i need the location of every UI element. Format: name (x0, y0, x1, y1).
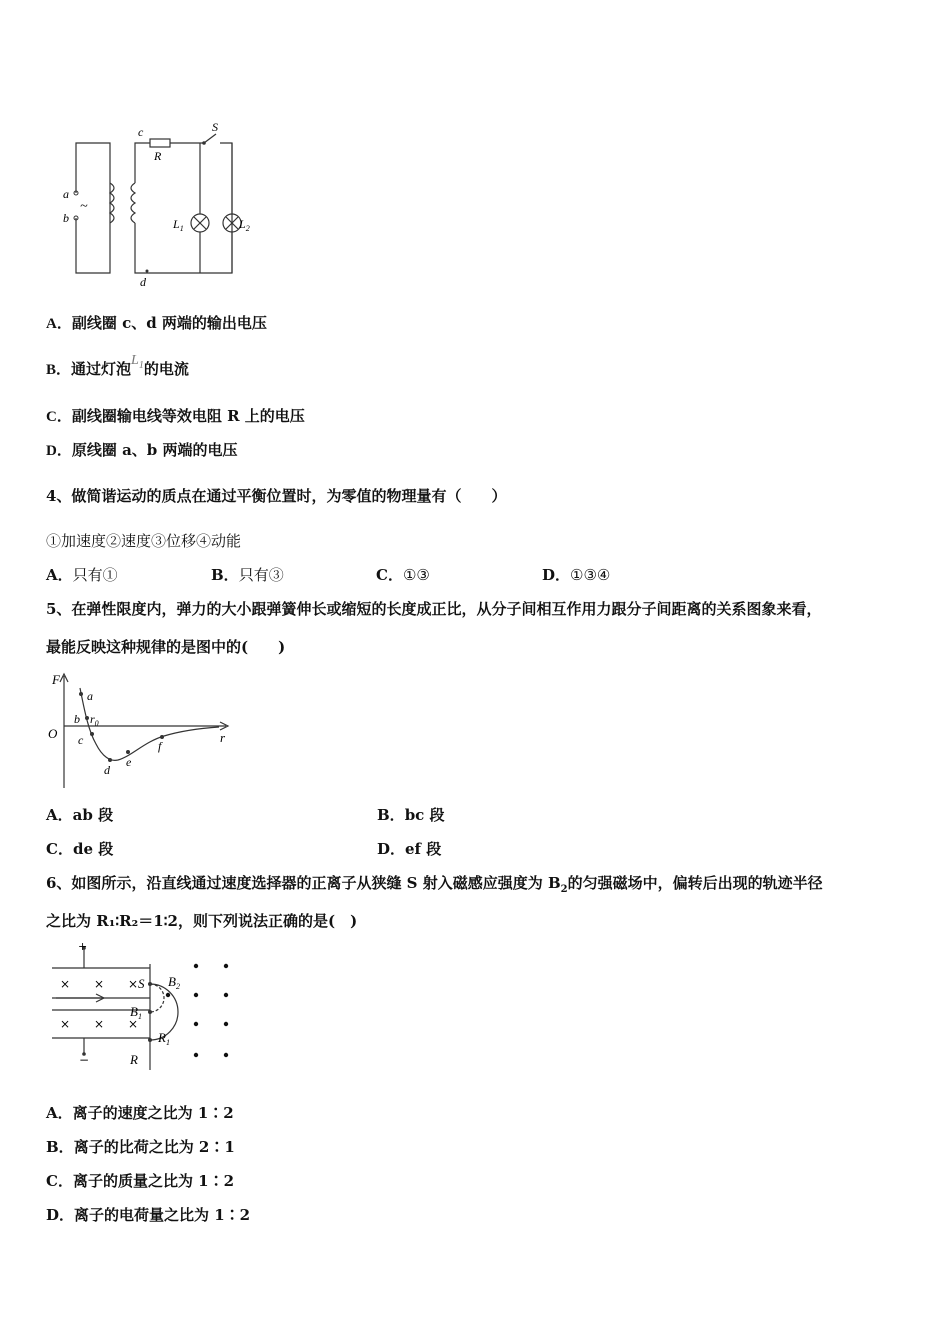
point-a (79, 692, 83, 696)
svg-text:×: × (94, 977, 105, 991)
plate-minus: − (79, 1053, 90, 1067)
transformer-circuit-figure (60, 118, 260, 290)
q5-stem-line1: 5、在弹性限度内，弹力的大小跟弹簧伸长或缩短的长度成正比，从分子间相互作用力跟分子间距离的关系图象来看， (46, 600, 822, 618)
label-R: R (130, 1052, 138, 1067)
point-c (90, 732, 94, 736)
q4-option-d: D．①③④ (542, 566, 611, 584)
origin-label-O: O (48, 726, 58, 741)
velocity-selector-figure (46, 940, 242, 1076)
svg-text:×: × (60, 1017, 71, 1031)
label-R1: $R_1$ (158, 1030, 170, 1047)
q4-items: ①加速度②速度③位移④动能 (46, 532, 242, 550)
q6-stem-line2: 之比为 R₁∶R₂＝1∶2，则下列说法正确的是( ) (46, 912, 358, 930)
molecular-force-svg (44, 668, 240, 790)
q4-stem: 4、做简谐运动的质点在通过平衡位置时，为零值的物理量有（ ） (46, 487, 507, 505)
q5-option-b: B．bc 段 (377, 806, 445, 824)
molecular-force-graph (44, 668, 240, 790)
label-a: a (63, 187, 69, 201)
q6-stem-line1: 6、如图所示，沿直线通过速度选择器的正离子从狭缝 S 射入磁感应强度为 $B_2$的匀强磁场中，偏转后出现的轨迹半径 (46, 874, 823, 895)
label-c: c (138, 125, 144, 139)
svg-text:×: × (60, 977, 71, 991)
label-d: d (140, 275, 146, 289)
label-b: b (63, 211, 69, 225)
q4-option-b: B．只有③ (211, 566, 284, 584)
axis-label-r: r (220, 730, 226, 745)
label-a: a (87, 689, 93, 703)
label-S: S (138, 976, 145, 991)
q5-stem-line2: 最能反映这种规律的是图中的( ) (46, 638, 286, 656)
point-d (108, 758, 112, 762)
svg-text:×: × (94, 1017, 105, 1031)
q5-option-d: D．ef 段 (377, 840, 442, 858)
q5-option-a: A．ab 段 (46, 806, 114, 824)
point-e (126, 750, 130, 754)
label-r0: $r_0$ (90, 712, 99, 728)
plate-plus: + (78, 940, 88, 953)
label-c: c (78, 733, 84, 747)
label-b: b (74, 712, 80, 726)
terminal-d (146, 270, 149, 273)
label-S: S (212, 120, 218, 134)
svg-text:×: × (128, 1017, 139, 1031)
q6-option-b: B．离子的比荷之比为 2∶1 (46, 1138, 235, 1156)
label-B2: $B_2$ (168, 974, 180, 991)
q4-option-c: C．①③ (376, 566, 430, 584)
q6-option-a: A．离子的速度之比为 1∶2 (46, 1104, 234, 1122)
label-L2: $L_2$ (239, 217, 250, 233)
switch-pivot (202, 141, 206, 145)
axis-label-F: F (52, 672, 60, 687)
q3-option-b: B．通过灯泡$L_1$的电流 (46, 353, 189, 378)
label-f: f (158, 739, 162, 753)
lamp-symbol-L1: $L_1$ (131, 353, 144, 371)
velocity-selector-svg (46, 940, 242, 1076)
q6-option-c: C．离子的质量之比为 1∶2 (46, 1172, 235, 1190)
label-L1: $L_1$ (173, 217, 184, 233)
q3-option-d: D．原线圈 a、b 两端的电压 (46, 441, 238, 459)
q5-option-c: C．de 段 (46, 840, 114, 858)
q3-option-c: C．副线圈输电线等效电阻 R 上的电压 (46, 407, 305, 425)
label-B1: $B_1$ (130, 1004, 142, 1021)
label-tilde: ~ (80, 199, 88, 214)
q4-option-a: A．只有① (46, 566, 118, 584)
label-e: e (126, 755, 132, 769)
point-b (85, 716, 89, 720)
svg-text:×: × (128, 977, 139, 991)
label-d: d (104, 763, 110, 777)
q6-option-d: D．离子的电荷量之比为 1∶2 (46, 1206, 251, 1224)
q3-option-a: A．副线圈 c、d 两端的输出电压 (46, 314, 267, 332)
transformer-circuit-svg (60, 118, 260, 290)
label-R: R (154, 149, 162, 163)
